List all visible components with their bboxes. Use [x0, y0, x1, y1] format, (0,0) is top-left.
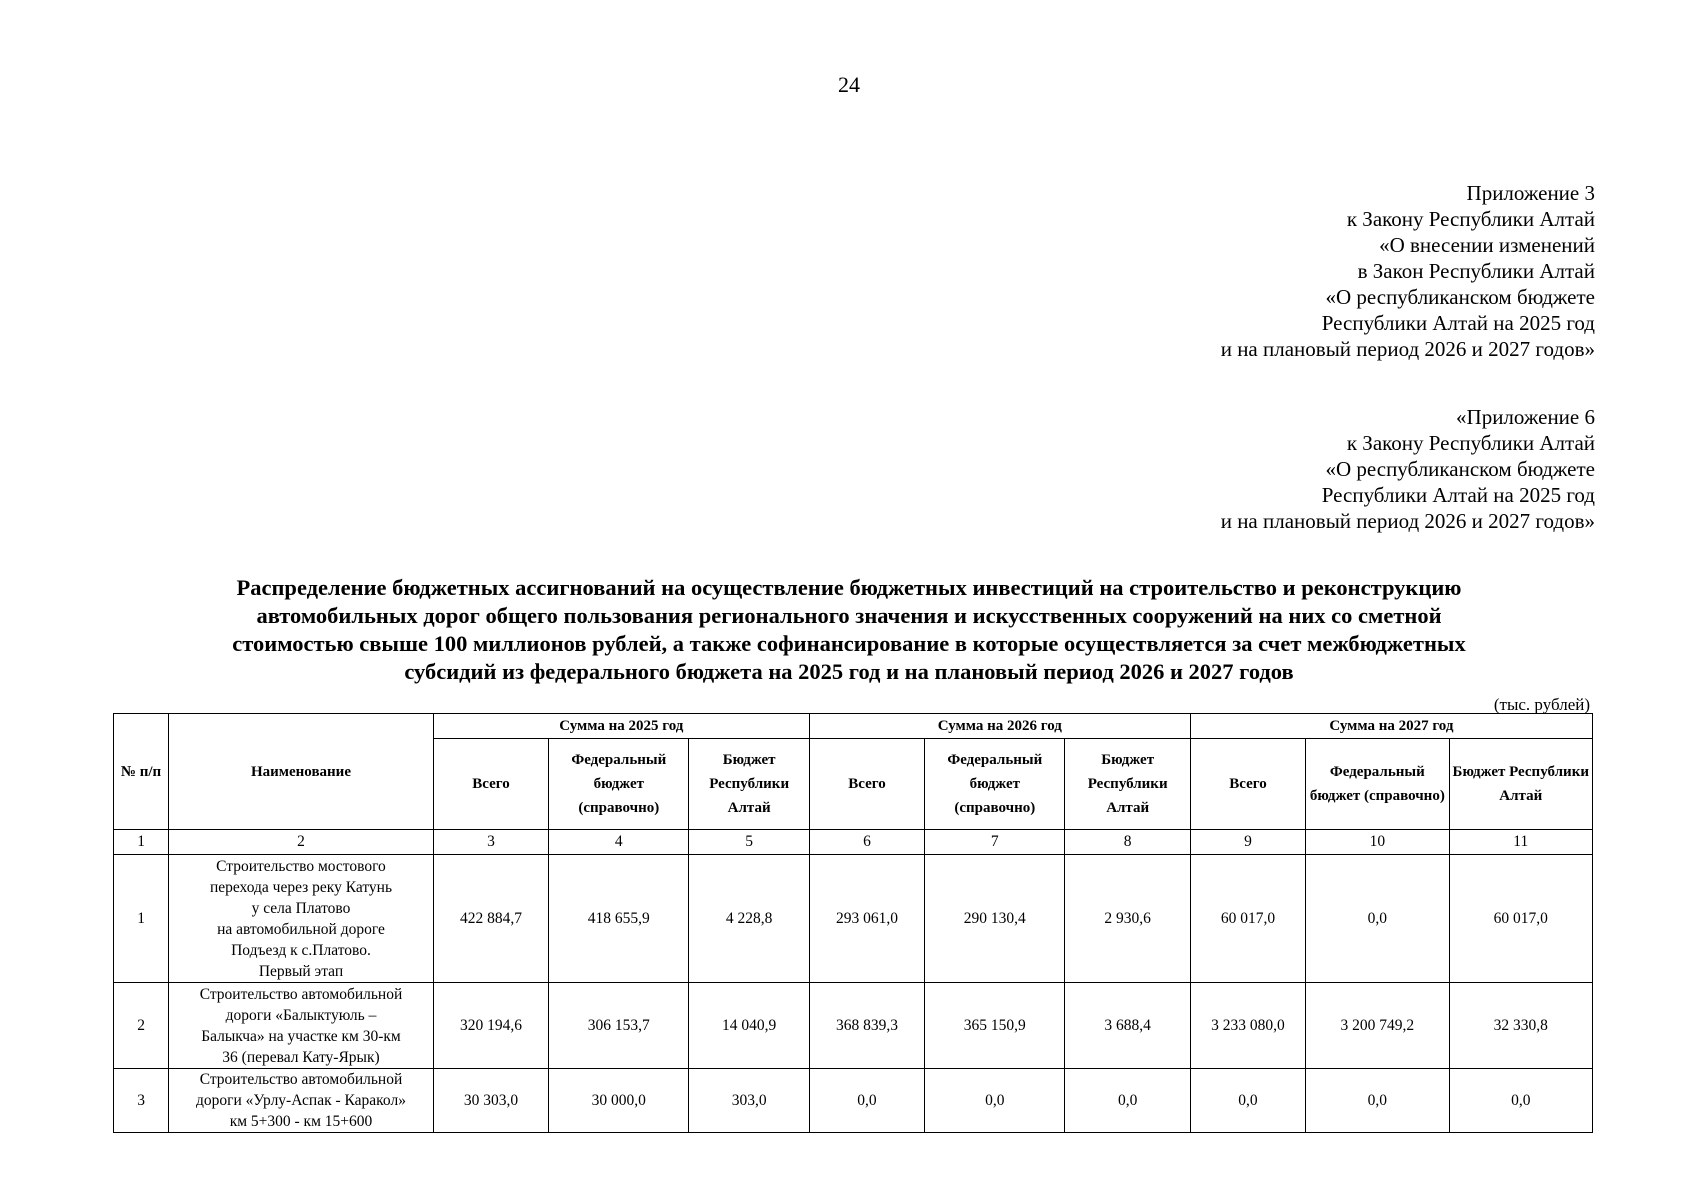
table-row: [114, 1069, 1593, 1133]
title-line: субсидий из федерального бюджета на 2025 год и на плановый период 2026 и 2027 годов: [404, 659, 1294, 684]
cell-2026-total: 0,0: [809, 1069, 924, 1133]
cell-2027-federal: 0,0: [1306, 855, 1449, 983]
row-name-line: Строительство автомобильной: [199, 985, 403, 1003]
column-number: 9: [1190, 830, 1305, 855]
column-number: 8: [1065, 830, 1190, 855]
cell-2025-federal: 306 153,7: [549, 983, 689, 1069]
row-number: 2: [114, 983, 169, 1069]
column-number: 3: [433, 830, 548, 855]
group-header-2027: Сумма на 2027 год: [1190, 714, 1592, 739]
appendix-line: Приложение 3: [1466, 181, 1595, 205]
col-header-regional: Бюджет Республики Алтай: [1449, 739, 1592, 830]
column-number: 10: [1306, 830, 1449, 855]
appendix-line: «О республиканском бюджете: [1325, 285, 1595, 309]
cell-2026-federal: 0,0: [925, 1069, 1065, 1133]
units-label: (тыс. рублей): [1493, 695, 1590, 714]
appendix-line: и на плановый период 2026 и 2027 годов»: [1220, 509, 1595, 533]
document-title: [90, 574, 1608, 686]
cell-2026-federal: 290 130,4: [925, 855, 1065, 983]
col-header-federal: Федеральный бюджет (справочно): [925, 739, 1065, 830]
cell-2027-regional: 32 330,8: [1449, 983, 1592, 1069]
column-number: 6: [809, 830, 924, 855]
row-number: 3: [114, 1069, 169, 1133]
appendix-line: к Закону Республики Алтай: [1346, 431, 1595, 455]
cell-2026-regional: 2 930,6: [1065, 855, 1190, 983]
row-name-line: Строительство автомобильной: [199, 1071, 403, 1088]
row-name-line: Подъезд к с.Платово.: [231, 941, 371, 959]
cell-2026-total: 293 061,0: [809, 855, 924, 983]
title-line: автомобильных дорог общего пользования регионального значения и искусственных сооружений на них со сметной: [256, 603, 1442, 628]
table-header-row: [114, 714, 1593, 739]
column-numbers-row: [114, 830, 1593, 855]
appendix-line: «О республиканском бюджете: [1325, 457, 1595, 481]
row-name: [169, 983, 434, 1069]
row-name-line: дороги «Урлу-Аспак - Каракол»: [196, 1092, 406, 1109]
row-name-line: у села Платово: [251, 899, 351, 917]
appendix-line: «Приложение 6: [1456, 405, 1595, 429]
row-name-line: Первый этап: [258, 962, 344, 980]
cell-2027-regional: 0,0: [1449, 1069, 1592, 1133]
appendix-line: «О внесении изменений: [1379, 233, 1595, 257]
title-line: стоимостью свыше 100 миллионов рублей, а также софинансирование в которые осуществляется за счет межбюджетных: [232, 631, 1466, 656]
row-name-line: перехода через реку Катунь: [209, 878, 393, 896]
cell-2025-federal: 418 655,9: [549, 855, 689, 983]
cell-2027-total: 60 017,0: [1190, 855, 1305, 983]
title-line: Распределение бюджетных ассигнований на осуществление бюджетных инвестиций на строительство и реконструкцию: [236, 575, 1462, 600]
column-number: 5: [689, 830, 809, 855]
col-header-regional: Бюджет Республики Алтай: [1065, 739, 1190, 830]
cell-2025-total: 30 303,0: [433, 1069, 548, 1133]
appendix-3-header: [1221, 180, 1595, 362]
appendix-line: Республики Алтай на 2025 год: [1321, 311, 1595, 335]
row-name-line: Балыкча» на участке км 30-км: [201, 1027, 401, 1045]
appendix-line: и на плановый период 2026 и 2027 годов»: [1220, 337, 1595, 361]
row-name: [169, 855, 434, 983]
row-number: 1: [114, 855, 169, 983]
col-header-federal: Федеральный бюджет (справочно): [549, 739, 689, 830]
cell-2027-federal: 0,0: [1306, 1069, 1449, 1133]
row-name-line: на автомобильной дороге: [217, 920, 385, 938]
col-header-federal: Федеральный бюджет (справочно): [1306, 739, 1449, 830]
col-header-total: Всего: [1190, 739, 1305, 830]
row-name-line: дороги «Балыктуюль –: [225, 1006, 377, 1024]
budget-table: [113, 713, 1593, 1133]
column-number: 11: [1449, 830, 1592, 855]
cell-2025-regional: 4 228,8: [689, 855, 809, 983]
table-row: [114, 983, 1593, 1069]
cell-2025-federal: 30 000,0: [549, 1069, 689, 1133]
col-header-number: № п/п: [114, 714, 169, 830]
appendix-line: Республики Алтай на 2025 год: [1321, 483, 1595, 507]
col-header-total: Всего: [809, 739, 924, 830]
appendix-line: к Закону Республики Алтай: [1346, 207, 1595, 231]
cell-2025-total: 320 194,6: [433, 983, 548, 1069]
column-number: 4: [549, 830, 689, 855]
cell-2026-regional: 3 688,4: [1065, 983, 1190, 1069]
row-name-line: 36 (перевал Кату-Ярык): [222, 1048, 380, 1066]
cell-2026-regional: 0,0: [1065, 1069, 1190, 1133]
cell-2027-total: 3 233 080,0: [1190, 983, 1305, 1069]
cell-2027-regional: 60 017,0: [1449, 855, 1592, 983]
row-name-line: Строительство мостового: [216, 857, 386, 875]
cell-2025-total: 422 884,7: [433, 855, 548, 983]
appendix-line: в Закон Республики Алтай: [1357, 259, 1595, 283]
row-name: [169, 1069, 434, 1133]
page-number: 24: [838, 72, 860, 97]
group-header-2026: Сумма на 2026 год: [809, 714, 1190, 739]
col-header-name: Наименование: [169, 714, 434, 830]
row-name-line: км 5+300 - км 15+600: [229, 1113, 373, 1130]
cell-2026-total: 368 839,3: [809, 983, 924, 1069]
column-number: 1: [114, 830, 169, 855]
cell-2027-total: 0,0: [1190, 1069, 1305, 1133]
table-row: [114, 855, 1593, 983]
cell-2025-regional: 14 040,9: [689, 983, 809, 1069]
column-number: 2: [169, 830, 434, 855]
cell-2026-federal: 365 150,9: [925, 983, 1065, 1069]
cell-2027-federal: 3 200 749,2: [1306, 983, 1449, 1069]
group-header-2025: Сумма на 2025 год: [433, 714, 809, 739]
col-header-total: Всего: [433, 739, 548, 830]
appendix-6-header: [1221, 404, 1595, 534]
column-number: 7: [925, 830, 1065, 855]
cell-2025-regional: 303,0: [689, 1069, 809, 1133]
col-header-regional: Бюджет Республики Алтай: [689, 739, 809, 830]
